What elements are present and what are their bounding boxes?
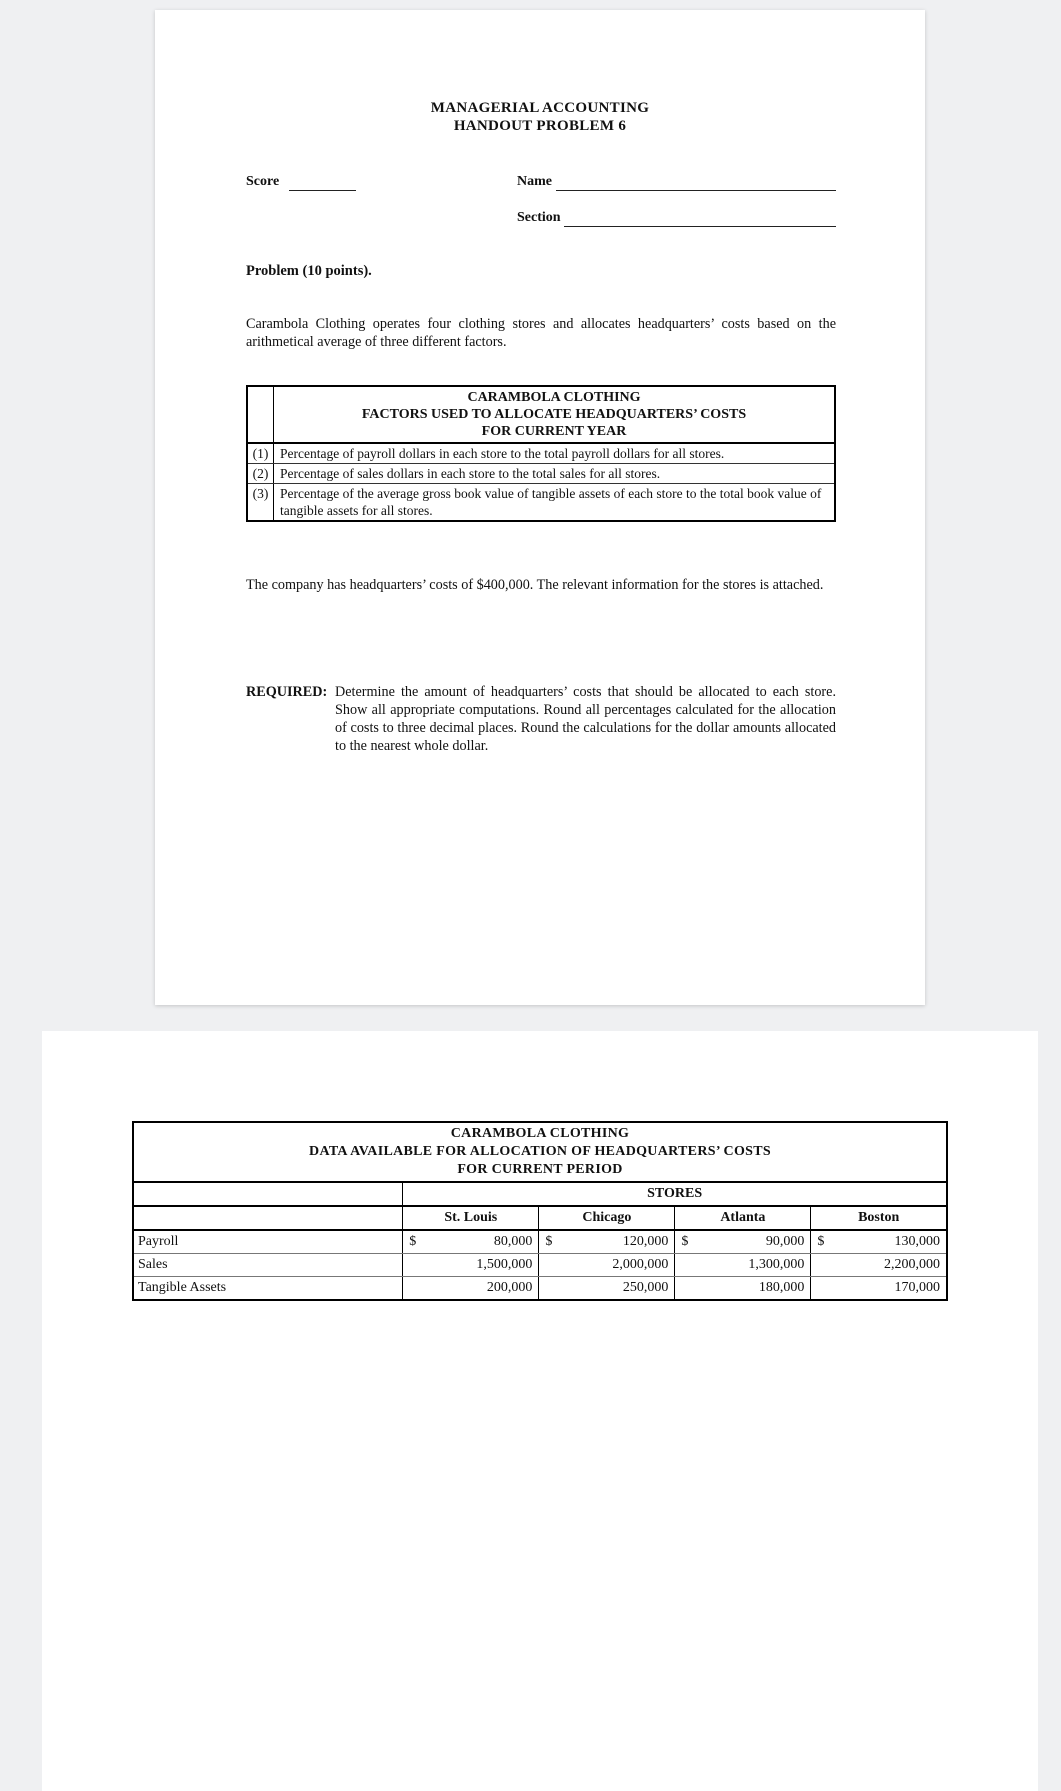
city-header-atlanta: Atlanta	[675, 1206, 811, 1230]
city-header-chicago: Chicago	[539, 1206, 675, 1230]
hq-cost-paragraph: The company has headquarters’ costs of $400,000. The relevant information for the stores is attached.	[246, 577, 824, 593]
dollar-sign: $	[675, 1230, 693, 1254]
dollar-sign: $	[811, 1230, 829, 1254]
factors-table	[246, 385, 836, 522]
row-label: Payroll	[133, 1230, 403, 1254]
factors-title-line3: FOR CURRENT YEAR	[481, 424, 627, 439]
factors-title-line2: FACTORS USED TO ALLOCATE HEADQUARTERS’ COSTS	[361, 407, 747, 422]
city-header-boston: Boston	[811, 1206, 947, 1230]
document-page-1	[155, 10, 925, 1005]
factor-row	[247, 464, 835, 484]
cell-value: 250,000	[622, 1280, 669, 1295]
row-label: Sales	[133, 1254, 403, 1277]
dollar-sign: $	[539, 1230, 557, 1254]
intro-paragraph: Carambola Clothing operates four clothing stores and allocates headquarters’ costs based on the arithmetical average of three different factors.	[246, 316, 836, 350]
data-title-line2: DATA AVAILABLE FOR ALLOCATION OF HEADQUARTERS’ COSTS	[309, 1144, 771, 1159]
cell-value: 80,000	[421, 1230, 539, 1254]
factor-number: (1)	[247, 443, 274, 464]
cell-value: 1,300,000	[693, 1254, 811, 1277]
name-blank[interactable]	[556, 190, 836, 191]
doc-title-line1: MANAGERIAL ACCOUNTING	[430, 100, 650, 116]
section-label: Section	[517, 210, 561, 225]
score-label: Score	[246, 174, 280, 189]
name-label: Name	[517, 174, 552, 189]
score-blank[interactable]	[289, 190, 356, 191]
factor-number: (3)	[247, 484, 274, 522]
section-blank[interactable]	[564, 226, 836, 227]
store-data-table	[132, 1121, 948, 1301]
table-row	[133, 1230, 947, 1254]
cell-value: 180,000	[758, 1280, 805, 1295]
factors-title-line1: CARAMBOLA CLOTHING	[467, 390, 641, 405]
table-row	[133, 1277, 947, 1301]
factors-table-title	[274, 386, 836, 443]
table-row	[133, 1254, 947, 1277]
problem-heading: Problem (10 points).	[246, 263, 372, 279]
cell-value: 200,000	[486, 1280, 533, 1295]
document-page-2	[42, 1031, 1038, 1791]
cell-value: 90,000	[693, 1230, 811, 1254]
data-table-title	[133, 1122, 947, 1182]
row-label: Tangible Assets	[138, 1280, 227, 1295]
factor-text: Percentage of payroll dollars in each store to the total payroll dollars for all stores.	[274, 443, 836, 464]
factor-text: Percentage of sales dollars in each store to the total sales for all stores.	[274, 464, 836, 484]
factor-number: (2)	[247, 464, 274, 484]
cell-value: 1,500,000	[421, 1254, 539, 1277]
required-label: REQUIRED:	[246, 684, 328, 700]
city-header-st-louis: St. Louis	[403, 1206, 539, 1230]
data-title-line3: FOR CURRENT PERIOD	[457, 1162, 623, 1177]
data-title-line1: CARAMBOLA CLOTHING	[450, 1126, 630, 1141]
factor-row	[247, 484, 835, 522]
cell-value: 170,000	[894, 1280, 940, 1295]
stores-header: STORES	[403, 1182, 947, 1206]
factor-row	[247, 443, 835, 464]
cell-value: 130,000	[829, 1230, 947, 1254]
cell-value: 2,000,000	[557, 1254, 675, 1277]
dollar-sign: $	[403, 1230, 421, 1254]
cell-value: 2,200,000	[829, 1254, 947, 1277]
doc-title-line2: HANDOUT PROBLEM 6	[453, 118, 627, 134]
required-text: Determine the amount of headquarters’ costs that should be allocated to each store. Show all appropriate computations. Round all percentages calculated for the allocation of costs to three decimal places. Round the calculations for the dollar amounts allocated to the nearest whole dollar.	[335, 684, 836, 754]
factor-text: Percentage of the average gross book value of tangible assets of each store to the total book value of tangible assets for all stores.	[280, 486, 822, 518]
cell-value: 120,000	[557, 1230, 675, 1254]
